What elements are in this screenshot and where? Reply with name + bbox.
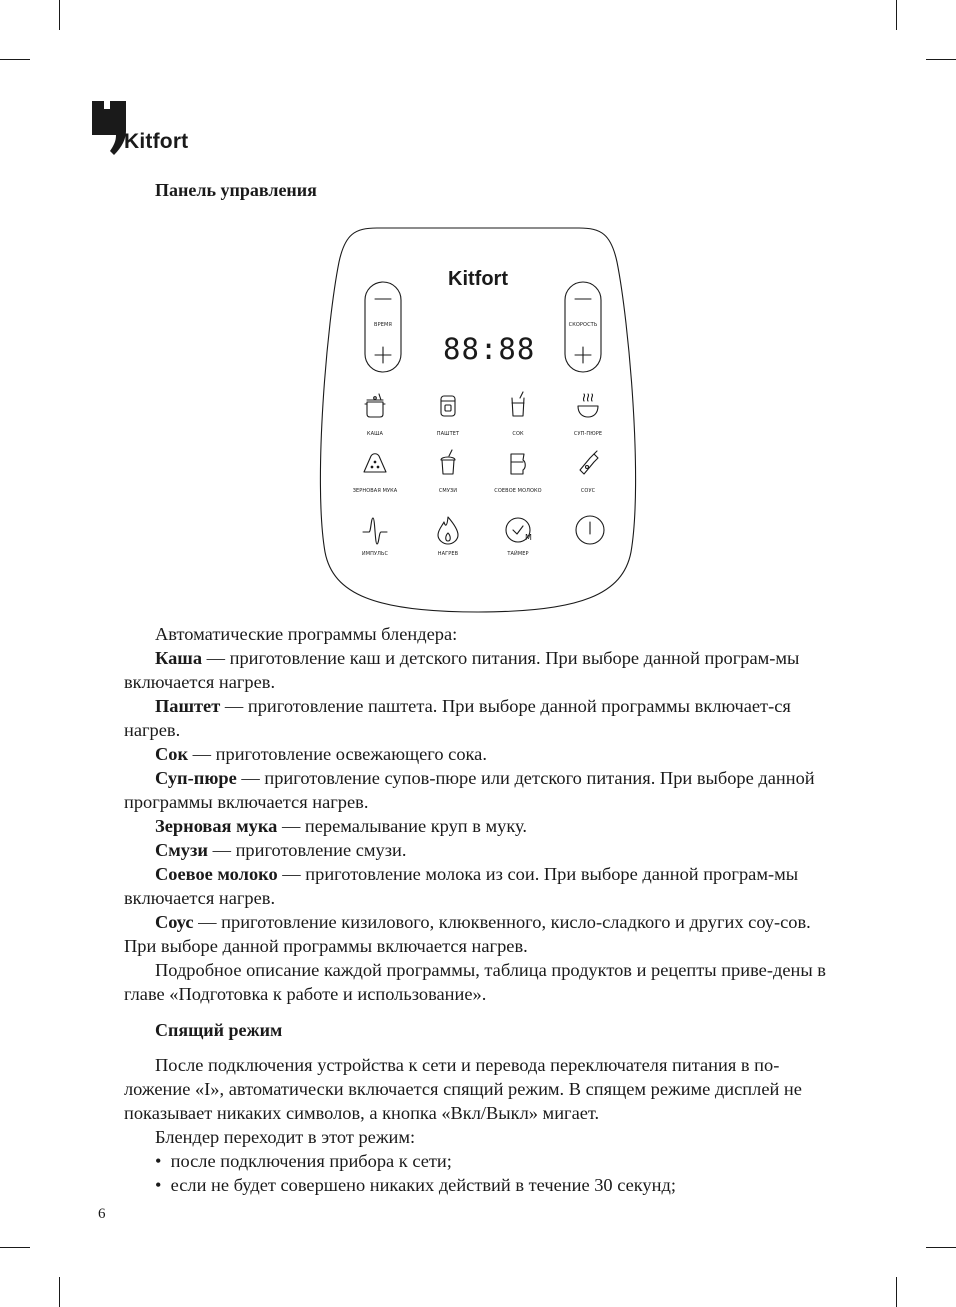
control-panel-illustration [315, 222, 641, 614]
crop-mark [59, 0, 60, 30]
sleep-section [124, 1053, 844, 1197]
panel-display: 88:88 [443, 332, 536, 366]
svg-text:M: M [525, 533, 532, 542]
button-label-timer: ТАЙМЕР [507, 551, 529, 557]
crop-mark [59, 1277, 60, 1307]
programs-section [124, 622, 844, 1006]
kitfort-logo-mark-icon [92, 101, 126, 157]
sleep-paragraph: Блендер переходит в этот режим: [155, 1127, 416, 1147]
program-item: Суп-пюре — приготовление супов-пюре или детского питания. При выборе данной программы включается нагрев. [124, 768, 815, 812]
program-item: Сок — приготовление освежающего сока. [155, 744, 487, 764]
section-heading-panel: Панель управления [155, 180, 317, 200]
program-item: Зерновая мука — перемалывание круп в муку. [155, 816, 527, 836]
section-heading-sleep: Спящий режим [155, 1020, 283, 1040]
pulse-icon [363, 518, 387, 544]
program-item: Каша — приготовление каш и детского питания. При выборе данной програм-мы включается нагрев. [124, 648, 800, 692]
page-number: 6 [98, 1206, 106, 1222]
program-item: Паштет — приготовление паштета. При выборе данной программы включает-ся нагрев. [124, 696, 791, 740]
smoothie-cup-icon [441, 450, 455, 474]
program-item: Соус — приготовление кизилового, клюквенного, кисло-сладкого и других соу-сов. При выборе данной программы включается нагрев. [124, 912, 811, 956]
juice-glass-icon [512, 392, 524, 416]
flour-pile-icon [364, 454, 386, 472]
soup-bowl-icon [578, 394, 598, 417]
button-label-heat: НАГРЕВ [437, 551, 459, 557]
sleep-paragraph: После подключения устройства к сети и перевода переключателя питания в по-ложение «I», автоматически включается спящий режим. В спящем режиме дисплей не показывает никаких символов, а кнопка «Вкл/Выкл» мигает. [124, 1055, 802, 1123]
flame-icon [438, 517, 458, 544]
button-label-pashtet: ПАШТЕТ [436, 431, 460, 437]
crop-mark [896, 0, 897, 30]
timer-icon [506, 518, 532, 542]
button-label-kasha: КАША [366, 431, 384, 437]
button-label-flour: ЗЕРНОВАЯ МУКА [352, 488, 398, 494]
sauce-bottle-icon [580, 451, 598, 474]
power-icon [576, 516, 604, 544]
program-item: Соевое молоко — приготовление молока из сои. При выборе данной програм-мы включается нагрев. [124, 864, 799, 908]
button-label-pulse: ИМПУЛЬС [361, 551, 389, 557]
programs-intro: Автоматические программы блендера: [155, 624, 458, 644]
button-label-sok: СОК [512, 431, 524, 437]
speed-label: СКОРОСТЬ [568, 322, 598, 328]
bullet-item: • если не будет совершено никаких действий в течение 30 секунд; [155, 1175, 676, 1195]
pot-icon [365, 394, 385, 417]
program-item: Смузи — приготовление смузи. [155, 840, 407, 860]
crop-mark [0, 1247, 30, 1248]
crop-mark [926, 59, 956, 60]
panel-logo: Kitfort [448, 268, 508, 290]
crop-mark [896, 1277, 897, 1307]
crop-mark [0, 59, 30, 60]
crop-mark [926, 1247, 956, 1248]
button-label-sup-pyure: СУП-ПЮРЕ [573, 431, 603, 437]
button-label-smoothie: СМУЗИ [438, 488, 458, 494]
bullet-item: • после подключения прибора к сети; [155, 1151, 452, 1171]
button-label-soy-milk: СОЕВОЕ МОЛОКО [494, 488, 542, 494]
brand-name: Kitfort [124, 130, 189, 153]
button-label-sauce: СОУС [580, 488, 596, 494]
time-label: ВРЕМЯ [374, 322, 392, 328]
pate-jar-icon [441, 396, 455, 416]
programs-outro: Подробное описание каждой программы, таблица продуктов и рецепты приве-дены в главе «Подготовка к работе и использование». [124, 960, 826, 1004]
milk-jug-icon [511, 454, 525, 474]
